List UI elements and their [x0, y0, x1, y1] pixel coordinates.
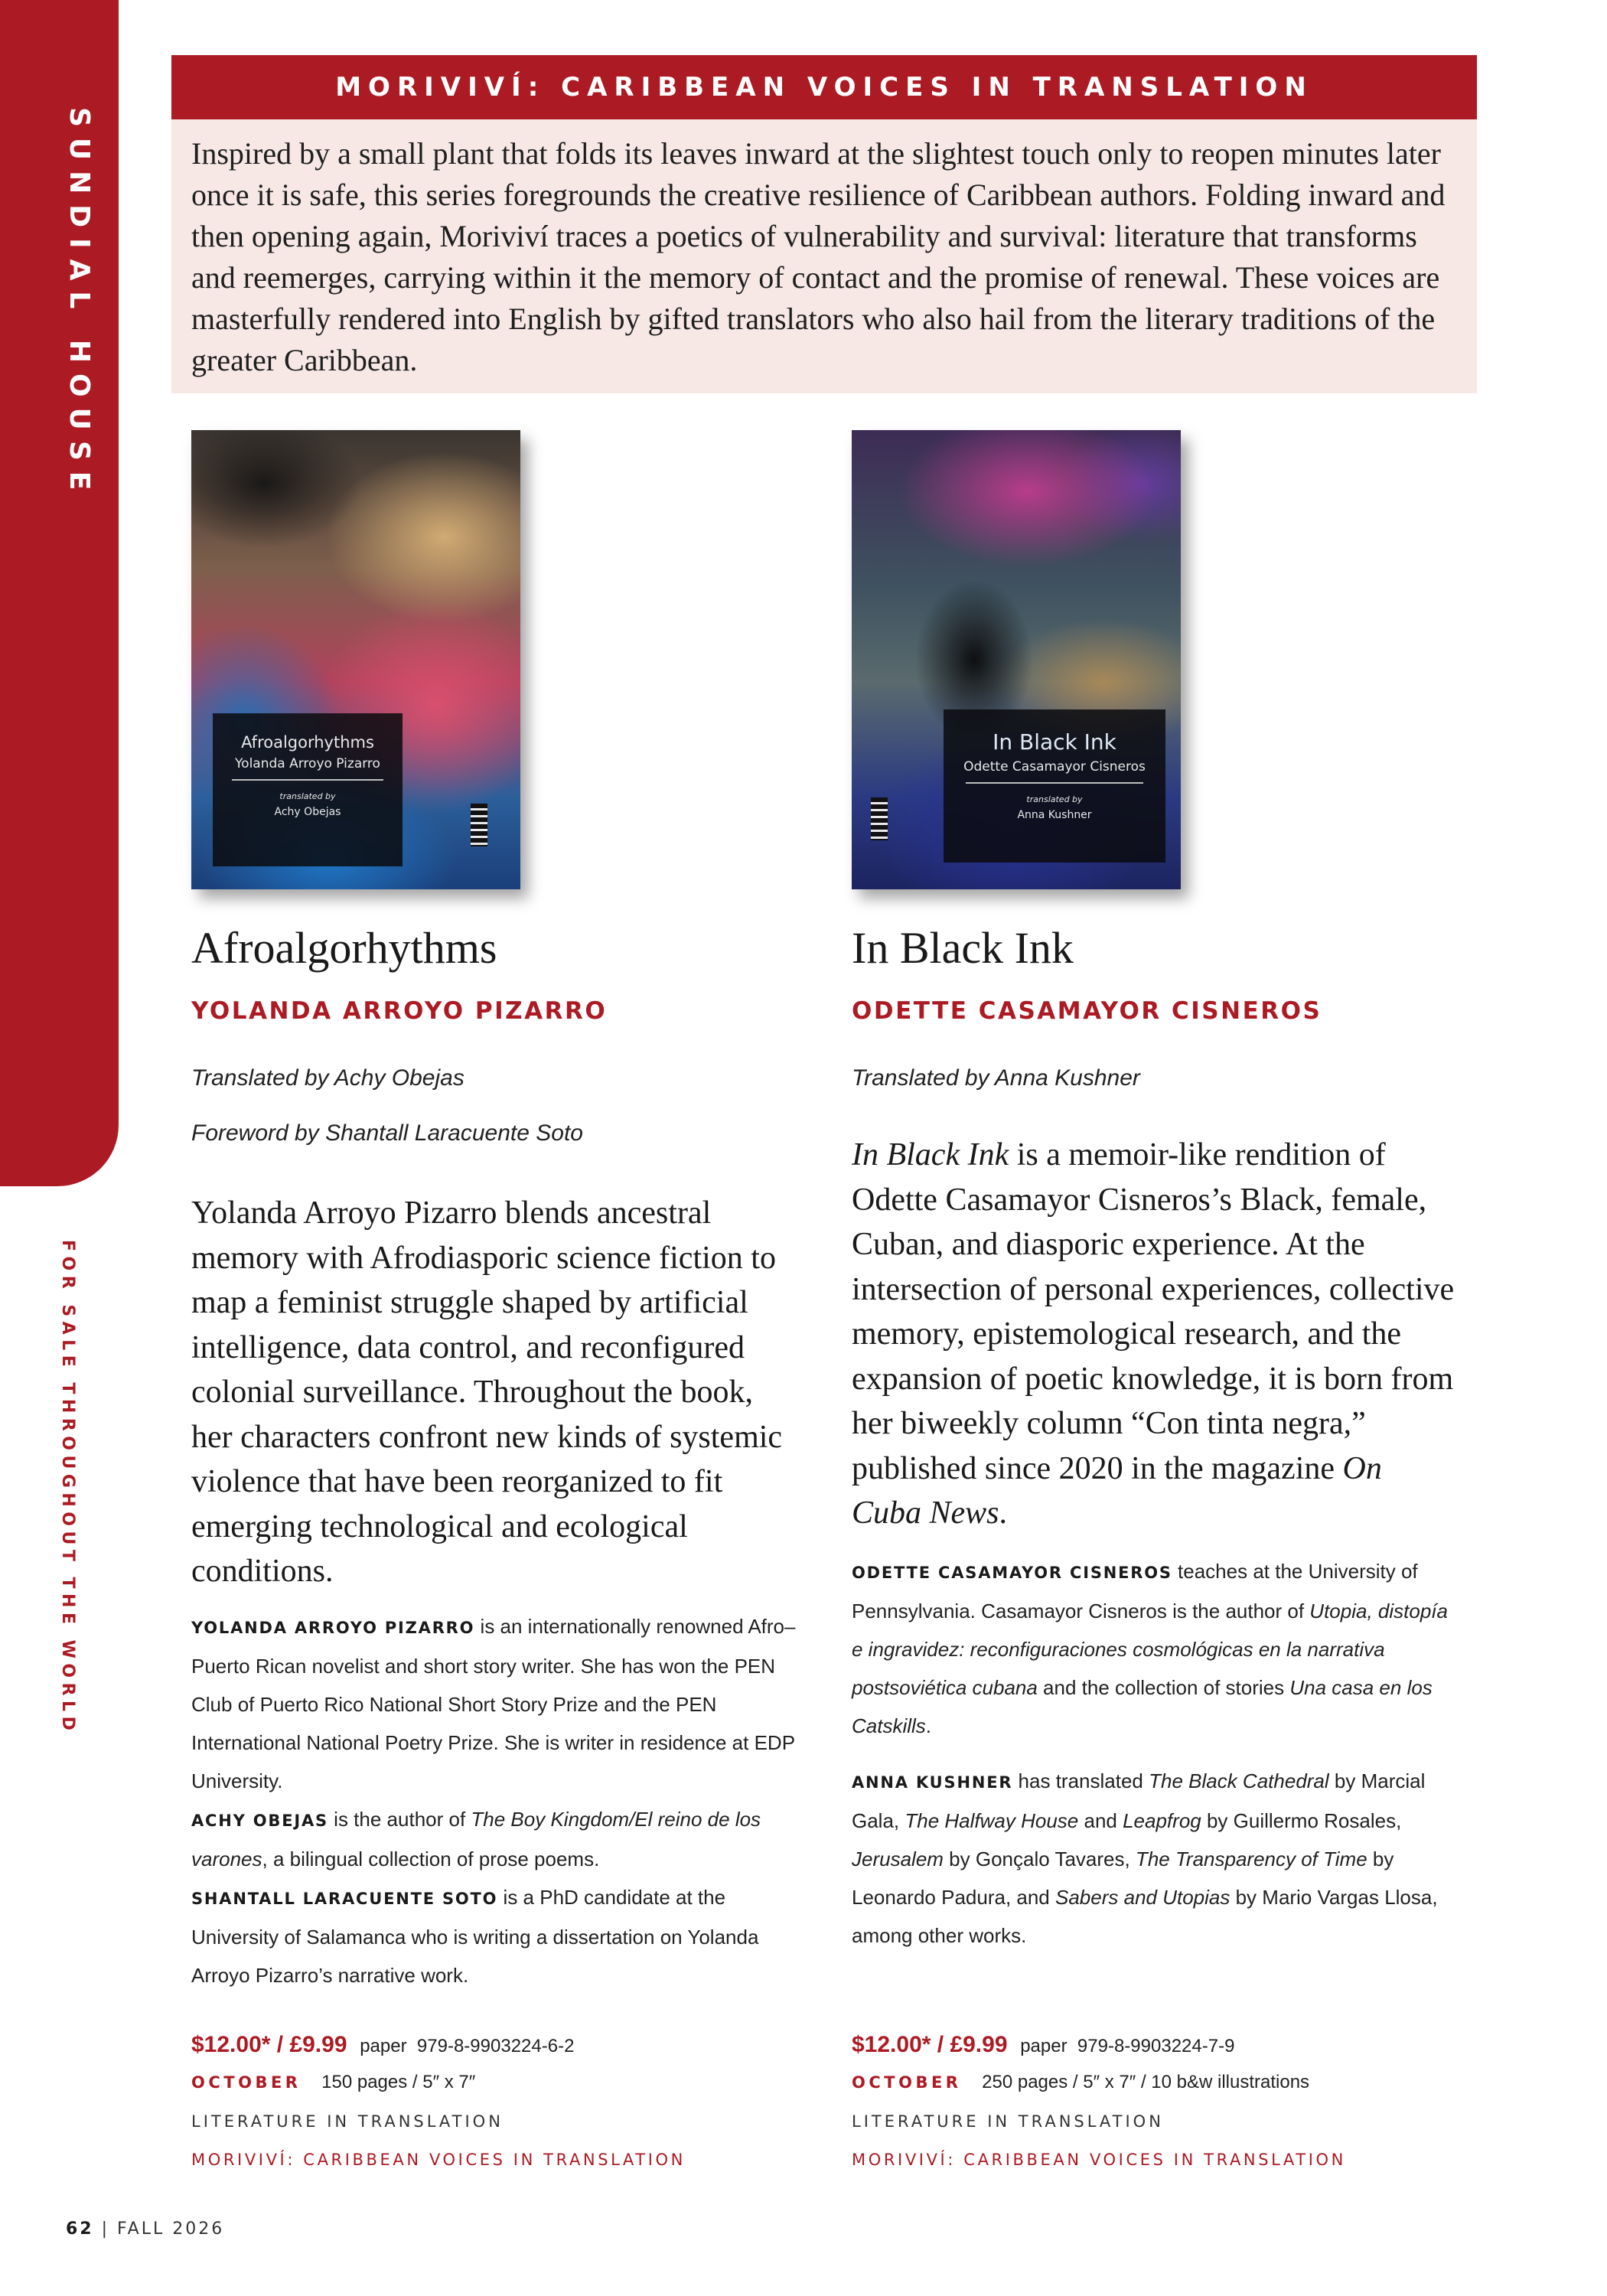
series-description: Inspired by a small plant that folds its leaves inward at the slightest touch only to reopen minutes later once it is safe, this series foregrounds the creative resilience of Caribbean authors. Folding inward and then opening again, Moriviví traces a poetics of vulnerability and survival: literature that transforms and reemerges, carrying within it the memory of contact and the promise of renewal. These voices are masterfully rendered into English by gifted translators who also hail from the literary traditions of the greater Caribbean. — [171, 119, 1477, 393]
release-month: OCTOBER — [852, 2073, 962, 2092]
foreword-author-bio: SHANTALL LARACUENTE SOTO is a PhD candidate at the University of Salamanca who is writing a dissertation on Yolanda Arroyo Pizarro’s narrative work. — [191, 1886, 759, 1987]
price-line — [191, 2032, 574, 2058]
release-month: OCTOBER — [191, 2073, 302, 2092]
subject-category: LITERATURE IN TRANSLATION — [852, 2112, 1164, 2131]
publisher-side-tab — [0, 0, 119, 1186]
specs: 250 pages / 5″ x 7″ / 10 b&w illustrations — [982, 2072, 1310, 2092]
cover-translator: Anna Kushner — [1017, 809, 1092, 821]
publisher-logo-icon — [871, 797, 888, 840]
contributor-bios — [191, 1607, 804, 1994]
bio-name: SHANTALL LARACUENTE SOTO — [191, 1890, 498, 1908]
release-line — [852, 2072, 1309, 2093]
bio-name: YOLANDA ARROYO PIZARRO — [191, 1619, 475, 1637]
page-footer — [66, 2219, 224, 2239]
translator-credit: Translated by Achy Obejas — [191, 1065, 464, 1091]
translator-bio: ANNA KUSHNER has translated The Black Cathedral by Marcial Gala, The Halfway House and Leapfrog by Guillermo Rosales, Jerusalem by Gonçalo Tavares, The Transparency of Time by Leonardo Padura, and Sabers and Utopias by Mario Vargas Llosa, among other works. — [852, 1769, 1438, 1947]
cover-title-plate — [213, 713, 403, 866]
price: $12.00* / £9.99 — [852, 2032, 1008, 2057]
catalog-season: FALL 2026 — [117, 2219, 225, 2239]
book-author: ODETTE CASAMAYOR CISNEROS — [852, 997, 1322, 1025]
isbn: 979-8-9903224-6-2 — [416, 2036, 575, 2056]
cover-author: Odette Casamayor Cisneros — [963, 759, 1146, 775]
cover-title: Afroalgorhythms — [241, 733, 374, 752]
specs: 150 pages / 5″ x 7″ — [321, 2072, 476, 2092]
isbn: 979-8-9903224-7-9 — [1077, 2036, 1235, 2056]
author-bio: YOLANDA ARROYO PIZARRO is an internationally renowned Afro–Puerto Rican novelist and short story writer. She has won the PEN Club of Puerto Rico National Short Story Prize and the PEN International National Poetry Prize. She is writer in residence at EDP University. — [191, 1615, 796, 1792]
translator-credit: Translated by Anna Kushner — [852, 1065, 1140, 1091]
book-title: Afroalgorhythms — [191, 923, 497, 973]
book-description: In Black Ink is a memoir-like rendition of Odette Casamayor Cisneros’s Black, female, Cuban, and diasporic experience. At the intersection of personal experiences, collective memory, epistemological research, and the expansion of poetic knowledge, it is born from her biweekly column “Con tinta negra,” published since 2020 in the magazine On Cuba News. — [852, 1137, 1455, 1531]
format: paper — [1020, 2036, 1068, 2056]
bio-name: ANNA KUSHNER — [852, 1773, 1013, 1792]
cover-divider — [966, 782, 1143, 784]
page-number: 62 — [66, 2219, 94, 2239]
series-tag: MORIVIVÍ: CARIBBEAN VOICES IN TRANSLATION — [852, 2151, 1346, 2169]
cover-author: Yolanda Arroyo Pizarro — [235, 756, 380, 771]
contributor-bios — [852, 1552, 1464, 1955]
publisher-name: SUNDIAL HOUSE — [64, 107, 95, 501]
foreword-credit: Foreword by Shantall Laracuente Soto — [191, 1120, 583, 1146]
release-line — [191, 2072, 475, 2093]
cover-title-plate — [944, 709, 1165, 863]
cover-translator: Achy Obejas — [274, 806, 341, 818]
bio-name: ACHY OBEJAS — [191, 1812, 328, 1830]
cover-divider — [232, 779, 383, 781]
footer-separator: | — [101, 2219, 110, 2239]
book-title: In Black Ink — [852, 923, 1074, 973]
sales-territory-strap: FOR SALE THROUGHOUT THE WORLD — [58, 1240, 77, 1736]
cover-translated-label: translated by — [1026, 794, 1083, 804]
translator-bio: ACHY OBEJAS is the author of The Boy Kingdom/El reino de los varones, a bilingual collection of prose poems. — [191, 1808, 761, 1870]
format: paper — [360, 2036, 407, 2056]
series-banner: MORIVIVÍ: CARIBBEAN VOICES IN TRANSLATION — [171, 55, 1477, 119]
publisher-logo-icon — [471, 804, 487, 846]
book-cover-in-black-ink — [852, 430, 1181, 889]
book-description: Yolanda Arroyo Pizarro blends ancestral memory with Afrodiasporic science fiction to map a feminist struggle shaped by artificial intelligence, data control, and reconfigured colonial surveillance. Throughout the book, her characters confront new kinds of systemic violence that have been reorganized to fit emerging technological and ecological conditions. — [191, 1195, 783, 1589]
author-bio: ODETTE CASAMAYOR CISNEROS teaches at the University of Pennsylvania. Casamayor Cisneros is the author of Utopia, distopía e ingravidez: reconfiguraciones cosmológicas en la narrativa postsoviética cubana and the collection of stories Una casa en los Catskills. — [852, 1560, 1448, 1737]
price-line — [852, 2032, 1234, 2058]
book-author: YOLANDA ARROYO PIZARRO — [191, 997, 608, 1025]
bio-name: ODETTE CASAMAYOR CISNEROS — [852, 1564, 1172, 1582]
cover-translated-label: translated by — [279, 791, 336, 801]
price: $12.00* / £9.99 — [191, 2032, 347, 2057]
series-tag: MORIVIVÍ: CARIBBEAN VOICES IN TRANSLATION — [191, 2151, 686, 2169]
subject-category: LITERATURE IN TRANSLATION — [191, 2112, 504, 2131]
cover-title: In Black Ink — [993, 729, 1116, 755]
book-cover-afroalgorhythms — [191, 430, 520, 889]
